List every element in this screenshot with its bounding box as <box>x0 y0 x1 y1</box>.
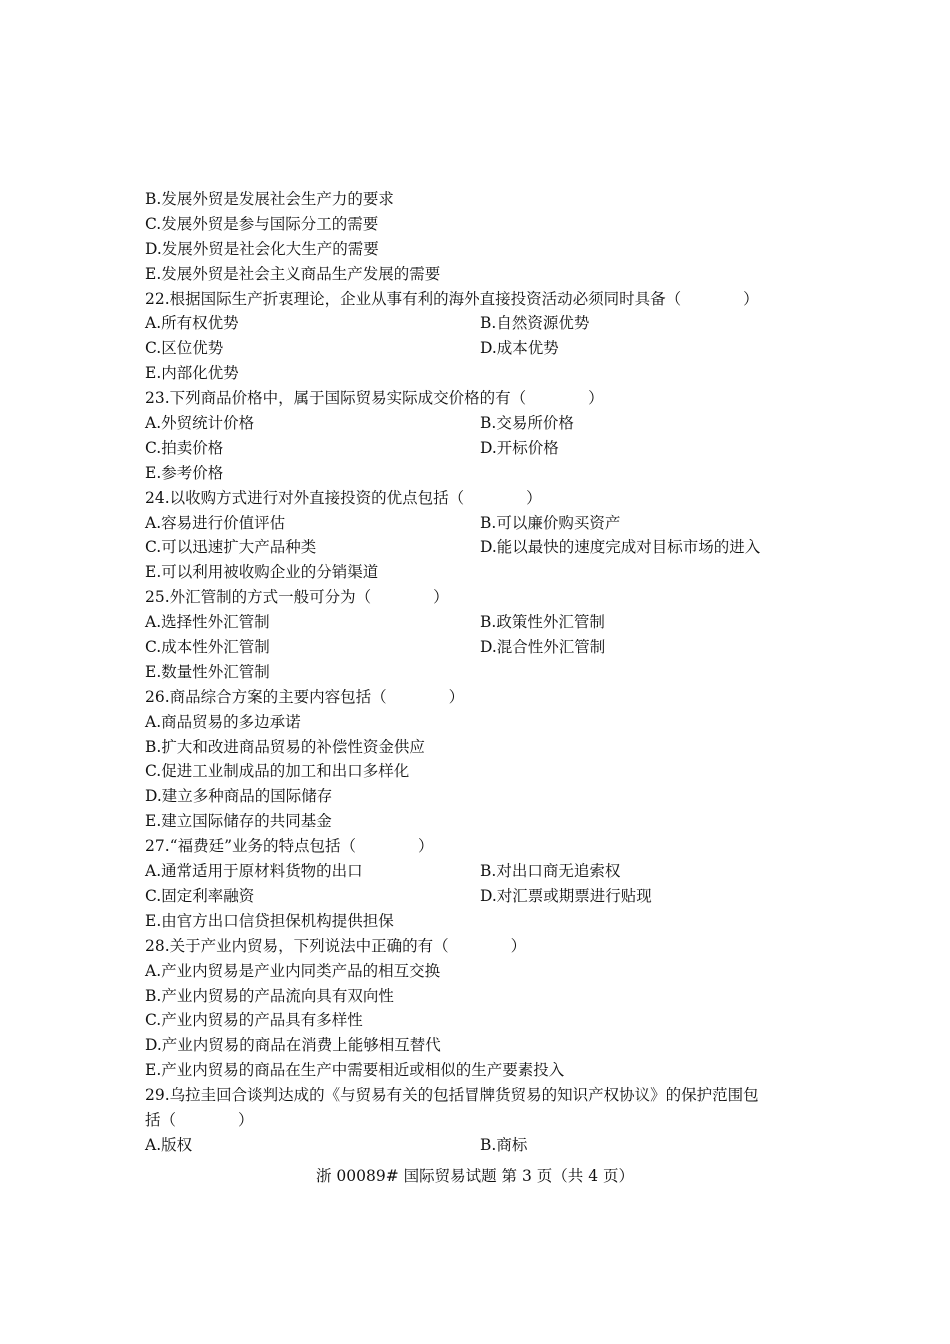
text-line: C.发展外贸是参与国际分工的需要 <box>145 214 379 233</box>
text-line: B.发展外贸是发展社会生产力的要求 <box>145 190 394 208</box>
question-stem: 23.下列商品价格中，属于国际贸易实际成交价格的有（ ） <box>145 389 604 408</box>
option-right: B.自然资源优势 <box>480 314 590 333</box>
option-left: A.选择性外汇管制 <box>145 613 270 632</box>
text-line: A.产业内贸易是产业内同类产品的相互交换 <box>145 961 441 980</box>
text-line: A.商品贸易的多边承诺 <box>145 712 301 731</box>
option-left: A.所有权优势 <box>145 314 239 333</box>
question-stem: 24.以收购方式进行对外直接投资的优点包括（ ） <box>145 488 542 507</box>
option-left: A.外贸统计价格 <box>145 414 255 433</box>
question-stem: 26.商品综合方案的主要内容包括（ ） <box>145 687 465 706</box>
option-row <box>145 1133 825 1158</box>
option-row <box>145 411 825 436</box>
question-stem: 25.外汇管制的方式一般可分为（ ） <box>145 588 449 607</box>
question-stem: 22.根据国际生产折衷理论，企业从事有利的海外直接投资活动必须同时具备（ ） <box>145 289 759 308</box>
option-row <box>145 884 825 909</box>
option-right: D.开标价格 <box>480 438 559 457</box>
option-right: B.可以廉价购买资产 <box>480 513 621 532</box>
option-row <box>145 859 825 884</box>
option-right: D.对汇票或期票进行贴现 <box>480 886 652 905</box>
text-line: E.产业内贸易的商品在生产中需要相近或相似的生产要素投入 <box>145 1061 565 1080</box>
option-row <box>145 511 825 536</box>
text-line: E.由官方出口信贷担保机构提供担保 <box>145 911 394 930</box>
option-left: C.拍卖价格 <box>145 438 224 457</box>
option-right: D.成本优势 <box>480 339 559 358</box>
text-line: E.数量性外汇管制 <box>145 662 270 681</box>
option-left: C.固定利率融资 <box>145 886 255 905</box>
option-right: B.商标 <box>480 1135 528 1154</box>
text-line: E.参考价格 <box>145 463 224 482</box>
text-line: B.扩大和改进商品贸易的补偿性资金供应 <box>145 737 425 756</box>
text-line: D.产业内贸易的商品在消费上能够相互替代 <box>145 1036 441 1055</box>
option-row <box>145 336 825 361</box>
text-line: E.发展外贸是社会主义商品生产发展的需要 <box>145 264 441 283</box>
exam-page-content <box>145 187 825 1158</box>
option-row <box>145 610 825 635</box>
option-left: A.版权 <box>145 1135 193 1154</box>
option-row <box>145 535 825 560</box>
text-line: E.可以利用被收购企业的分销渠道 <box>145 563 379 582</box>
option-row <box>145 436 825 461</box>
option-right: B.交易所价格 <box>480 414 574 433</box>
text-line: E.建立国际储存的共同基金 <box>145 812 332 831</box>
text-line: D.建立多种商品的国际储存 <box>145 787 333 806</box>
text-line: B.产业内贸易的产品流向具有双向性 <box>145 986 394 1005</box>
option-right: D.混合性外汇管制 <box>480 638 606 657</box>
option-row <box>145 635 825 660</box>
option-left: C.区位优势 <box>145 339 224 358</box>
option-left: C.可以迅速扩大产品种类 <box>145 538 317 557</box>
option-row <box>145 311 825 336</box>
option-right: D.能以最快的速度完成对目标市场的进入 <box>480 538 761 557</box>
option-left: A.通常适用于原材料货物的出口 <box>145 862 363 881</box>
text-line: C.产业内贸易的产品具有多样性 <box>145 1011 363 1030</box>
text-line: C.促进工业制成品的加工和出口多样化 <box>145 762 410 781</box>
question-stem: 27.“福费廷”业务的特点包括（ ） <box>145 837 434 856</box>
question-stem: 28.关于产业内贸易，下列说法中正确的有（ ） <box>145 936 527 955</box>
text-line: 括（ ） <box>145 1110 254 1129</box>
option-left: A.容易进行价值评估 <box>145 513 286 532</box>
question-stem: 29.乌拉圭回合谈判达成的《与贸易有关的包括冒牌货贸易的知识产权协议》的保护范围包 <box>145 1086 759 1105</box>
option-right: B.政策性外汇管制 <box>480 613 605 632</box>
option-right: B.对出口商无追索权 <box>480 862 621 881</box>
page-footer: 浙 00089# 国际贸易试题 第 3 页（共 4 页） <box>315 1167 634 1185</box>
text-line: E.内部化优势 <box>145 364 239 383</box>
option-left: C.成本性外汇管制 <box>145 638 270 657</box>
text-line: D.发展外贸是社会化大生产的需要 <box>145 239 379 258</box>
